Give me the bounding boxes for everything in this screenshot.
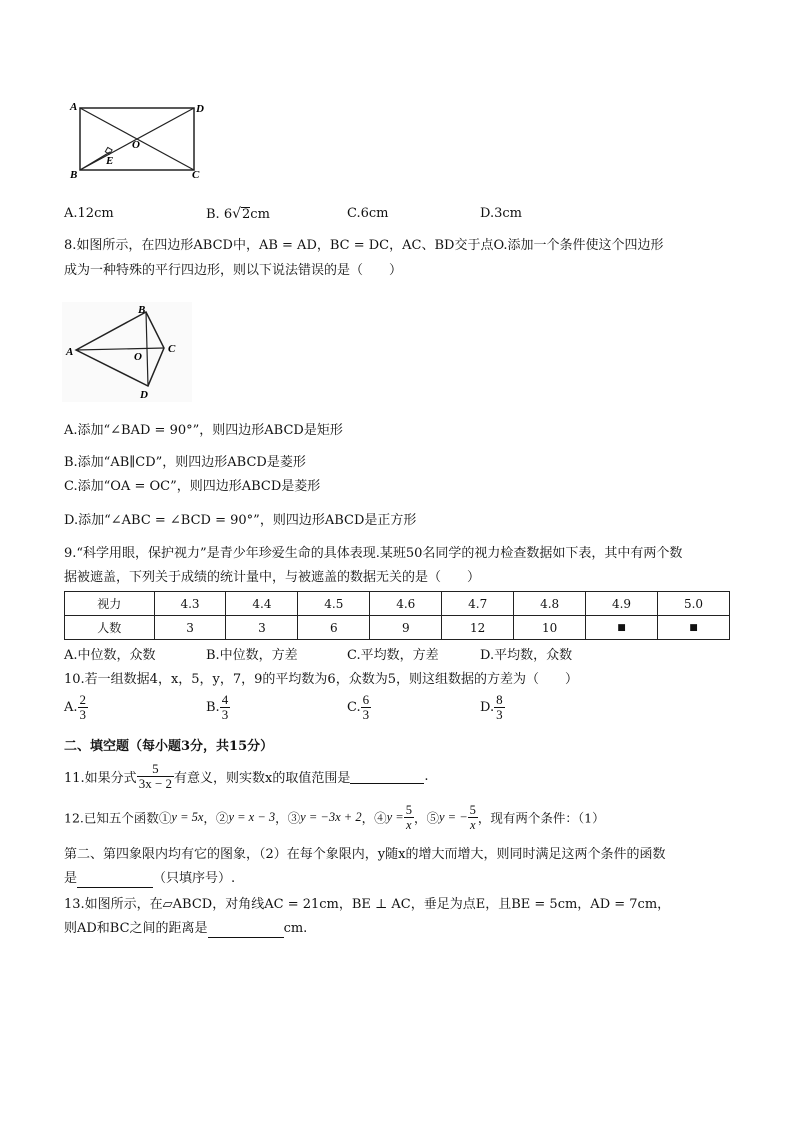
q11-end: .: [424, 769, 429, 784]
q12-function-2: y = x − 3: [228, 810, 276, 824]
q12-sep-4: ，④: [361, 810, 387, 826]
q8-kite-figure: [62, 302, 192, 402]
q10-option-d-prefix: D.: [480, 700, 495, 715]
q12-function-4-num: 5: [405, 803, 412, 817]
q10-option-d: [480, 693, 505, 722]
table-header-vision: 视力: [65, 592, 155, 616]
q7-option-b-suffix: cm: [250, 207, 270, 222]
q12-function-5-lhs: y = −: [438, 810, 468, 824]
q7-label-e: E: [106, 155, 114, 167]
q12-function-5-num: 5: [469, 803, 476, 817]
q7-rectangle-figure: [64, 96, 224, 186]
q10-option-a-num: 2: [79, 692, 87, 707]
q10-option-b-num: 4: [221, 692, 229, 707]
q8-option-a: A.添加“∠BAD = 90°”，则四边形ABCD是矩形: [64, 423, 343, 438]
q10-option-a-prefix: A.: [64, 700, 78, 715]
q9-option-d: D.平均数，众数: [480, 648, 573, 663]
table-cell: 4.8: [514, 592, 586, 616]
table-cell-covered: ■: [586, 616, 658, 640]
q11-suffix: 有意义，则实数x的取值范围是: [174, 771, 351, 786]
q11-frac-den: 3x − 2: [138, 776, 173, 791]
q12-sep-2: ，②: [203, 810, 229, 826]
q12-function-4-den: x: [406, 818, 412, 832]
q7-option-b-radicand: 2: [242, 207, 251, 222]
table-cell: 10: [514, 616, 586, 640]
q9-option-b: B.中位数，方差: [206, 648, 298, 663]
table-cell: 12: [442, 616, 514, 640]
q10-stem: 10.若一组数据4，x，5，y，7，9的平均数为6，众数为5，则这组数据的方差为（ ）: [64, 672, 578, 687]
table-header-count: 人数: [65, 616, 155, 640]
table-cell: 4.5: [298, 592, 370, 616]
table-cell-covered: ■: [658, 616, 730, 640]
table-cell: 4.6: [370, 592, 442, 616]
table-cell: 4.7: [442, 592, 514, 616]
table-row: [65, 616, 730, 640]
q12-stem-line3: [64, 870, 235, 888]
q8-label-a: A: [66, 346, 74, 358]
q10-option-d-num: 8: [496, 692, 503, 707]
q13-stem-line1: 13.如图所示，在▱ABCD，对角线AC = 21cm，BE ⊥ AC，垂足为点E，且BE = 5cm，AD = 7cm，: [64, 897, 671, 912]
q9-stem-line1: 9.“科学用眼，保护视力”是青少年珍爱生命的具体表现.某班50名同学的视力检查数据如下表，其中有两个数: [64, 546, 683, 561]
q8-label-c: C: [168, 343, 176, 355]
table-cell: 9: [370, 616, 442, 640]
q7-label-a: A: [70, 101, 78, 113]
q8-option-b: B.添加“AB∥CD”，则四边形ABCD是菱形: [64, 455, 306, 470]
q11-prefix: 11.如果分式: [64, 771, 137, 786]
q10-option-c: [347, 693, 371, 722]
table-cell: 4.4: [226, 592, 298, 616]
q12-function-4-lhs: y =: [386, 810, 404, 824]
q9-data-table: [64, 591, 730, 640]
q12-line3-suffix: （只填序号）.: [153, 871, 236, 886]
q13-line2-suffix: cm.: [283, 921, 308, 936]
q7-label-c: C: [192, 169, 200, 181]
q12-stem-line2: 第二、第四象限内均有它的图象，（2）在每个象限内，y随x的增大而增大，则同时满足这两个条件的函数: [64, 847, 666, 862]
table-cell: 6: [298, 616, 370, 640]
q10-option-a-den: 3: [79, 707, 87, 722]
q12-answer-blank[interactable]: [77, 873, 153, 888]
q10-option-a: [64, 693, 88, 722]
q13-answer-blank[interactable]: [208, 923, 284, 938]
q12-prefix: 12.已知五个函数①: [64, 810, 172, 826]
q10-option-b: [206, 693, 230, 722]
q7-label-b: B: [70, 169, 78, 181]
q8-option-c: C.添加“OA = OC”，则四边形ABCD是菱形: [64, 479, 321, 494]
q7-option-a: A.12cm: [64, 206, 114, 221]
q11-frac-num: 5: [137, 762, 174, 777]
q11-answer-blank[interactable]: [350, 769, 424, 784]
q7-option-d: D.3cm: [480, 206, 522, 221]
table-row: [65, 592, 730, 616]
q7-option-b: B. 6√2cm: [206, 206, 270, 222]
section-heading: 二、填空题（每小题3分，共15分）: [64, 739, 274, 754]
q8-stem-line2: 成为一种特殊的平行四边形，则以下说法错误的是（ ）: [64, 263, 403, 278]
q7-label-o: O: [132, 139, 140, 151]
q7-option-b-prefix: B. 6: [206, 207, 233, 222]
table-cell: 5.0: [658, 592, 730, 616]
q12-tail: ，现有两个条件：（1）: [477, 810, 605, 826]
table-cell: 4.9: [586, 592, 658, 616]
q10-option-c-den: 3: [362, 707, 370, 722]
table-cell: 4.3: [154, 592, 226, 616]
q8-label-o: O: [134, 351, 142, 363]
q7-option-c: C.6cm: [347, 206, 389, 221]
q11-stem: [64, 762, 429, 791]
q12-function-5-den: x: [469, 818, 476, 832]
q8-label-b: B: [138, 304, 146, 316]
q10-option-b-prefix: B.: [206, 700, 220, 715]
q12-function-1: y = 5x: [171, 810, 204, 824]
table-cell: 3: [226, 616, 298, 640]
q8-stem-line1: 8.如图所示，在四边形ABCD中，AB = AD，BC = DC，AC、BD交于点O.添加一个条件使这个四边形: [64, 238, 664, 253]
q9-option-c: C.平均数，方差: [347, 648, 439, 663]
q10-option-c-num: 6: [362, 692, 370, 707]
q12-sep-5: ，⑤: [413, 810, 439, 826]
q8-option-d: D.添加“∠ABC = ∠BCD = 90°”，则四边形ABCD是正方形: [64, 513, 417, 528]
q12-function-3: y = −3x + 2: [300, 810, 362, 824]
q9-option-a: A.中位数，众数: [64, 648, 156, 663]
q12-line3-prefix: 是: [64, 871, 78, 886]
q9-stem-line2: 据被遮盖，下列关于成绩的统计量中，与被遮盖的数据无关的是（ ）: [64, 570, 481, 585]
q10-option-c-prefix: C.: [347, 700, 361, 715]
q10-option-d-den: 3: [496, 707, 503, 722]
q12-sep-3: ，③: [275, 810, 301, 826]
q13-line2-prefix: 则AD和BC之间的距离是: [64, 921, 208, 936]
q10-option-b-den: 3: [221, 707, 229, 722]
q7-label-d: D: [196, 103, 204, 115]
q13-stem-line2: [64, 920, 307, 938]
q12-stem-line1: [64, 803, 605, 832]
table-cell: 3: [154, 616, 226, 640]
q8-label-d: D: [140, 389, 148, 401]
